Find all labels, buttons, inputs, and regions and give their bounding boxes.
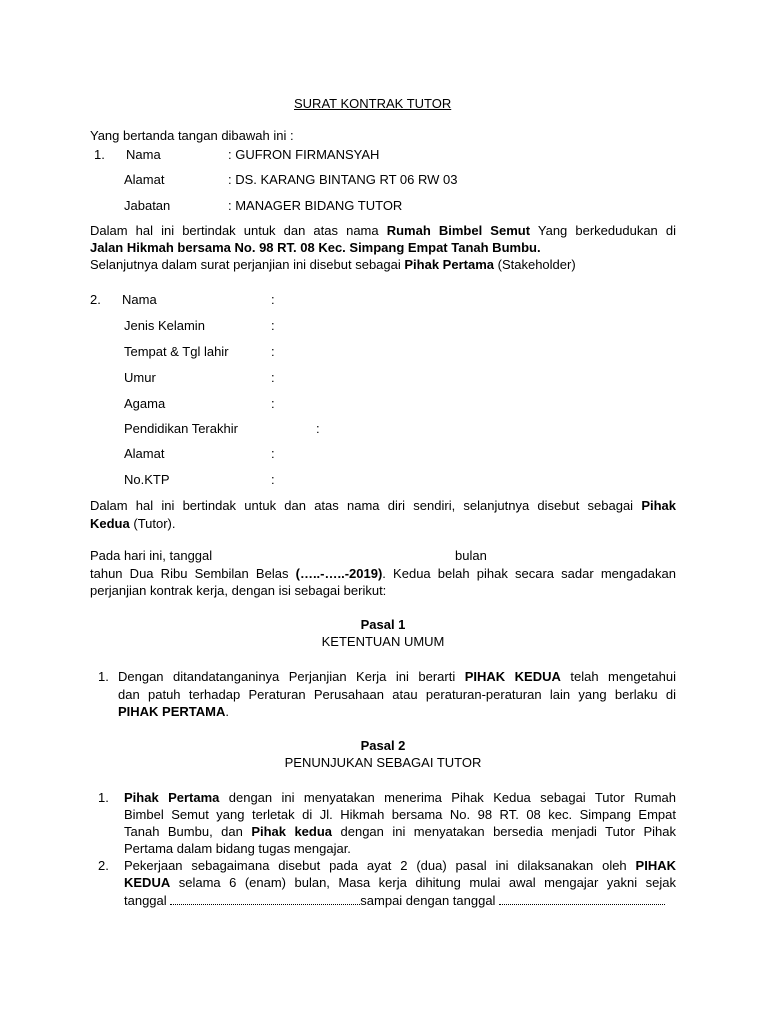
date-line1-a: Pada hari ini, tanggal (90, 548, 213, 563)
party2-label-umur: Umur (124, 370, 156, 385)
pasal2-item1-line3: Tanah Bumbu, dan Pihak kedua dengan ini menyatakan bersedia menjadi Tutor Pihak (124, 824, 676, 839)
party1-desc-line1: Dalam hal ini bertindak untuk dan atas nama Rumah Bimbel Semut Yang berkedudukan di (90, 223, 676, 238)
party2-label-nama: Nama (122, 292, 157, 307)
document-title: SURAT KONTRAK TUTOR (294, 96, 452, 111)
pasal1-heading: Pasal 1 (360, 617, 406, 632)
party2-value-alamat: : (271, 446, 275, 461)
party2-label-ktp: No.KTP (124, 472, 170, 487)
end-date-blank (499, 893, 665, 905)
pasal2-subheading: PENUNJUKAN SEBAGAI TUTOR (284, 755, 482, 770)
party1-value-nama: : GUFRON FIRMANSYAH (228, 147, 380, 162)
pasal2-item1-line4: Pertama dalam bidang tugas mengajar. (124, 841, 351, 856)
date-line1-b: bulan (455, 548, 487, 563)
pasal2-item1-line1: Pihak Pertama dengan ini menyatakan menerima Pihak Kedua sebagai Tutor Rumah (124, 790, 676, 805)
party1-number: 1. (94, 147, 105, 162)
pasal2-item2-line2: KEDUA selama 6 (enam) bulan, Masa kerja dihitung mulai awal mengajar yakni sejak (124, 875, 676, 890)
party2-value-agama: : (271, 396, 275, 411)
party1-desc-line3: Selanjutnya dalam surat perjanjian ini disebut sebagai Pihak Pertama (Stakeholder) (90, 257, 576, 272)
pasal1-item1-line1: Dengan ditandatanganinya Perjanjian Kerja ini berarti PIHAK KEDUA telah mengetahui (118, 669, 676, 684)
start-date-blank (170, 893, 360, 905)
pasal2-item2-number: 2. (98, 858, 109, 873)
party1-label-alamat: Alamat (124, 172, 165, 187)
party2-desc-line2: Kedua (Tutor). (90, 516, 176, 531)
party1-value-jabatan: : MANAGER BIDANG TUTOR (228, 198, 403, 213)
pasal1-subheading: KETENTUAN UMUM (321, 634, 445, 649)
pasal1-item1-line3: PIHAK PERTAMA. (118, 704, 229, 719)
party1-label-nama: Nama (126, 147, 161, 162)
party2-value-jenis-kelamin: : (271, 318, 275, 333)
party2-value-nama: : (271, 292, 275, 307)
party2-desc-line1: Dalam hal ini bertindak untuk dan atas nama diri sendiri, selanjutnya disebut sebagai Pihak (90, 498, 676, 513)
party2-value-ktp: : (271, 472, 275, 487)
pasal2-item2-line3: tanggal sampai dengan tanggal (124, 893, 665, 908)
pasal1-item1-number: 1. (98, 669, 109, 684)
party2-value-ttl: : (271, 344, 275, 359)
party2-label-jenis-kelamin: Jenis Kelamin (124, 318, 205, 333)
party2-label-alamat: Alamat (124, 446, 165, 461)
date-line3: perjanjian kontrak kerja, dengan isi sebagai berikut: (90, 583, 387, 598)
pasal2-item1-number: 1. (98, 790, 109, 805)
party2-number: 2. (90, 292, 101, 307)
party2-value-umur: : (271, 370, 275, 385)
date-line2: tahun Dua Ribu Sembilan Belas (…..-…..-2019). Kedua belah pihak secara sadar mengadakan (90, 566, 677, 581)
intro-text: Yang bertanda tangan dibawah ini : (90, 128, 294, 143)
pasal1-item1-line2: dan patuh terhadap Peraturan Perusahaan atau peraturan-peraturan lain yang berlaku di (118, 687, 676, 702)
pasal2-heading: Pasal 2 (360, 738, 406, 753)
party2-value-pendidikan: : (316, 421, 320, 436)
pasal2-item1-line2: Bimbel Semut yang terletak di Jl. Hikmah bersama No. 98 RT. 08 kec. Simpang Empat (124, 807, 676, 822)
party2-label-ttl: Tempat & Tgl lahir (124, 344, 229, 359)
party1-desc-line2: Jalan Hikmah bersama No. 98 RT. 08 Kec. Simpang Empat Tanah Bumbu. (90, 240, 541, 255)
party1-value-alamat: : DS. KARANG BINTANG RT 06 RW 03 (228, 172, 458, 187)
party1-label-jabatan: Jabatan (124, 198, 171, 213)
party2-label-agama: Agama (124, 396, 166, 411)
pasal2-item2-line1: Pekerjaan sebagaimana disebut pada ayat 2 (dua) pasal ini dilaksanakan oleh PIHAK (124, 858, 676, 873)
party2-label-pendidikan: Pendidikan Terakhir (124, 421, 238, 436)
